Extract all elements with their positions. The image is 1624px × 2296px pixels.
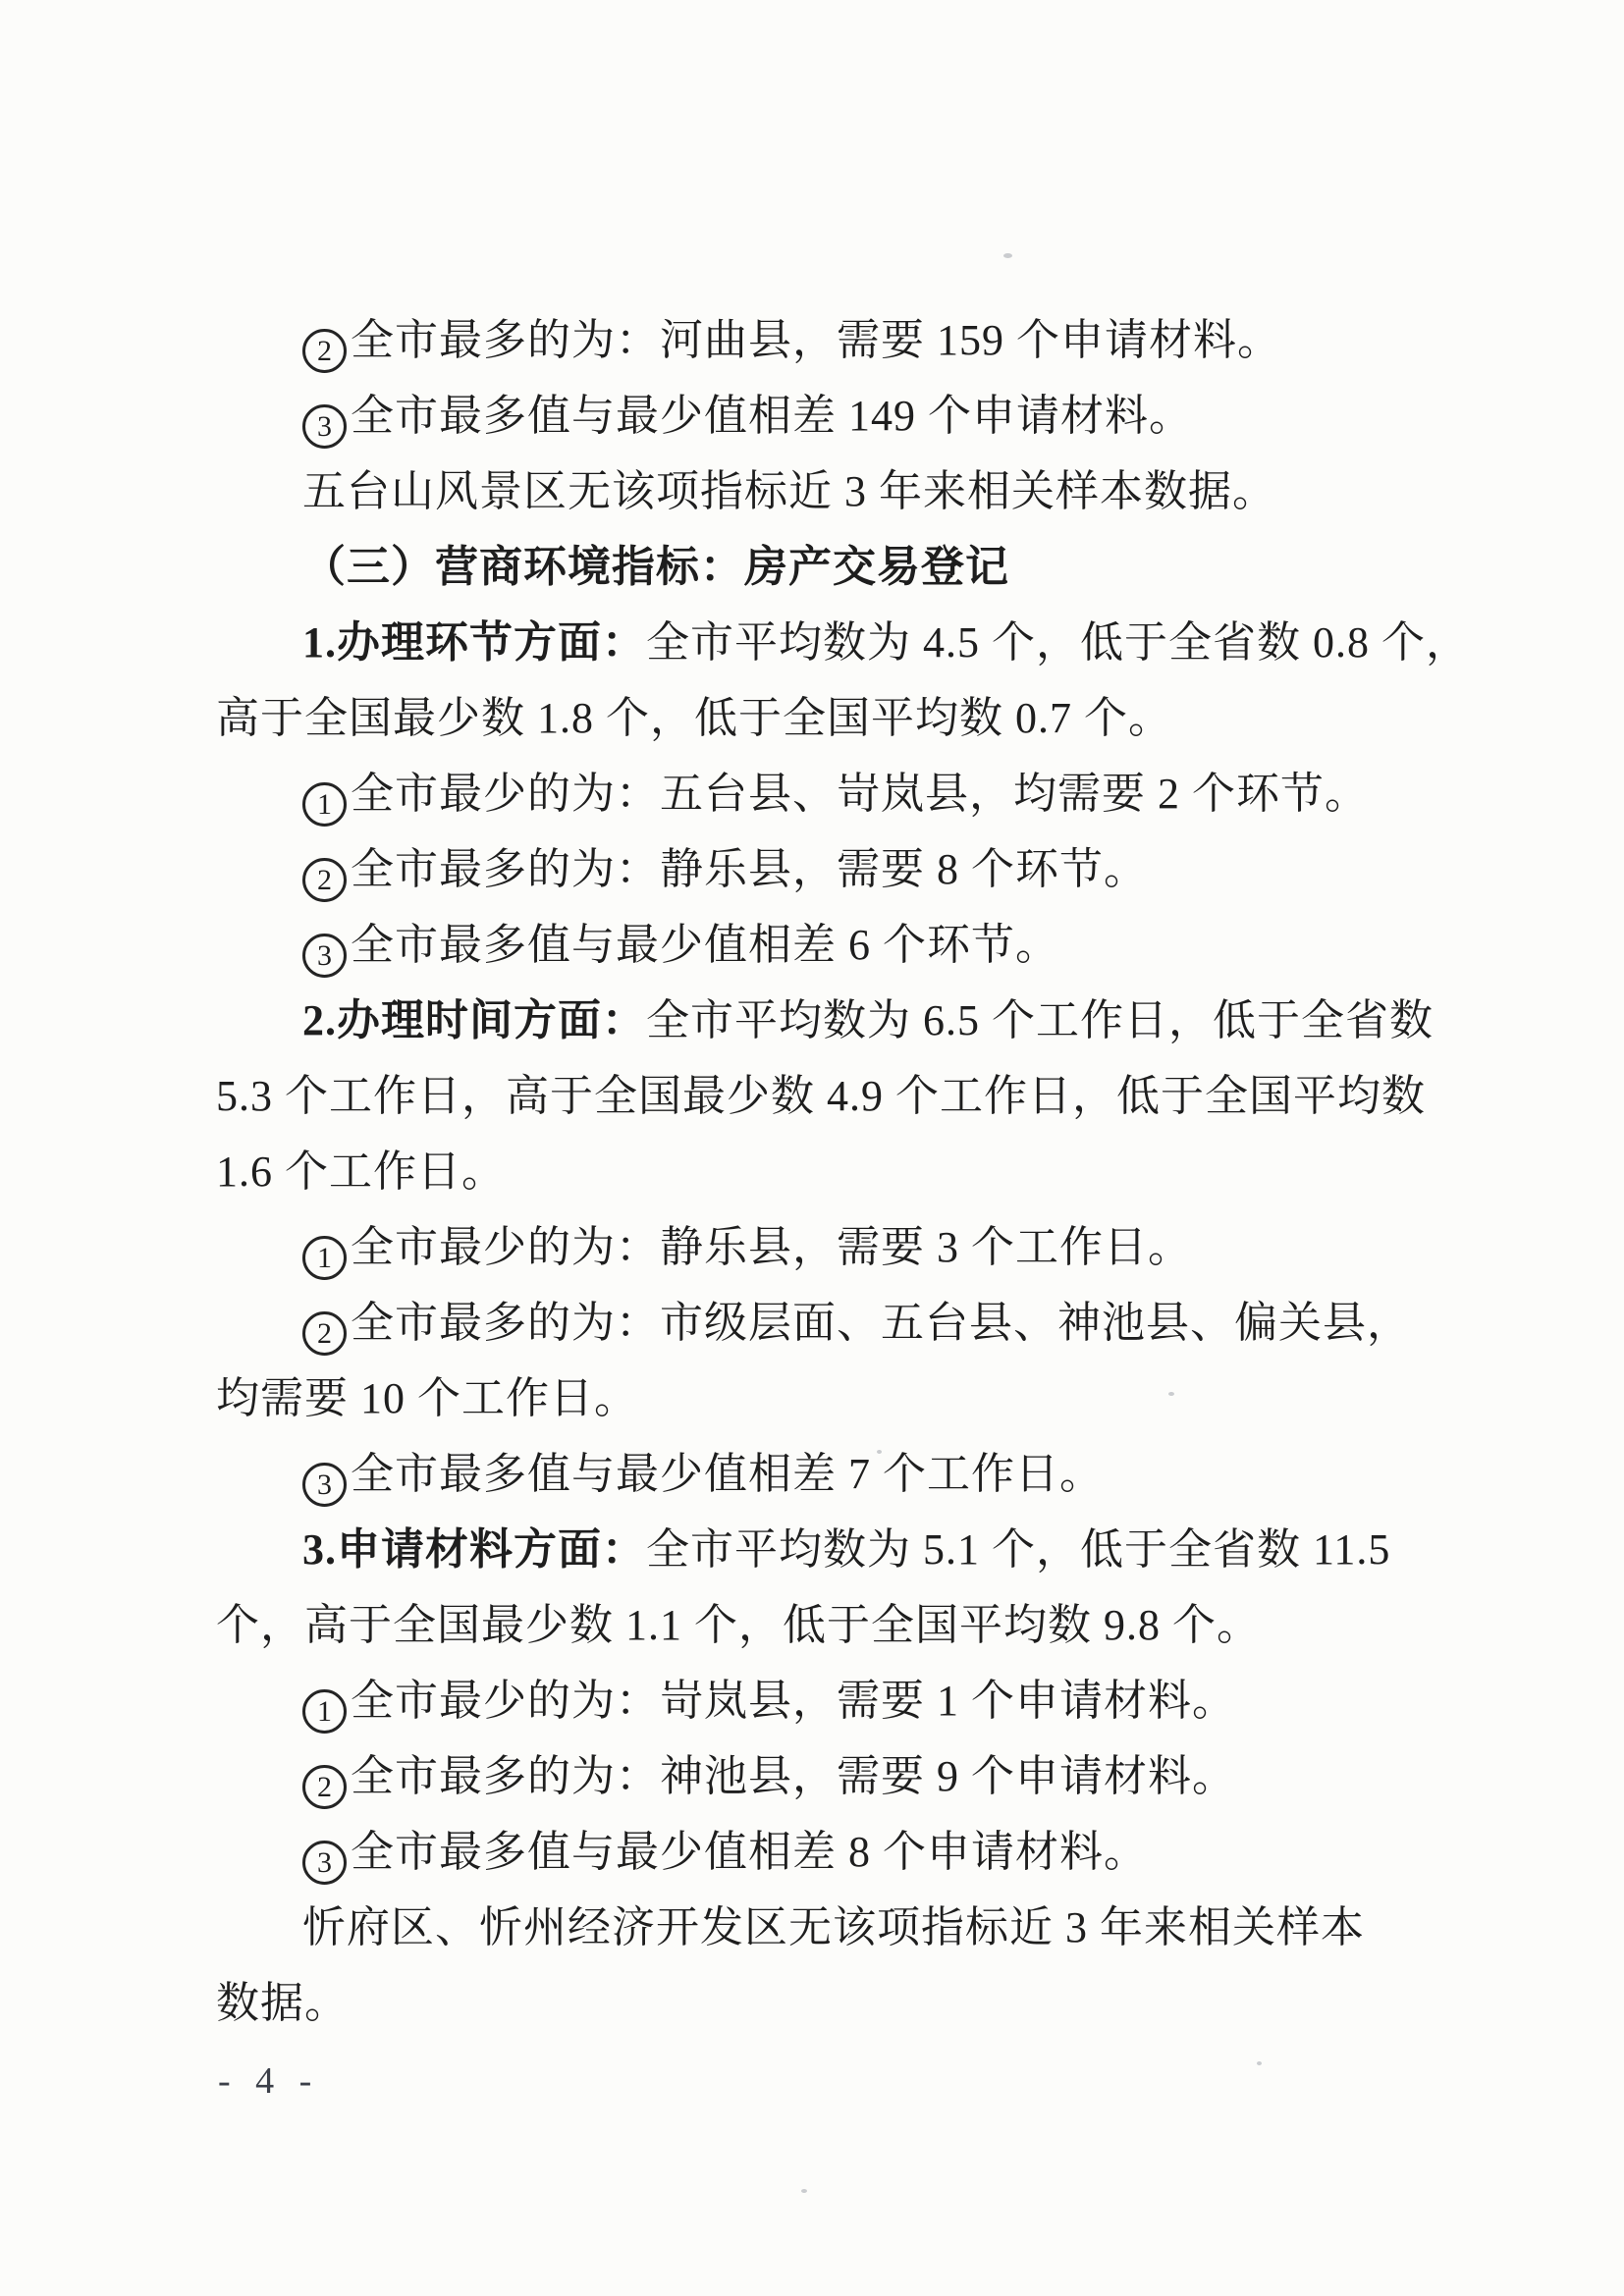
list-item-line — [216, 756, 1473, 831]
line-text: 全市平均数为 5.1 个，低于全省数 11.5 — [646, 1525, 1391, 1574]
circled-number — [302, 1841, 347, 1885]
circled-number-digit: 2 — [317, 864, 332, 896]
line-text: 全市最少的为：岢岚县，需要 1 个申请材料。 — [351, 1677, 1236, 1725]
paragraph-line — [216, 454, 1473, 529]
circled-number-digit: 1 — [317, 1242, 332, 1274]
circled-number — [302, 1765, 347, 1809]
circled-number-digit: 3 — [317, 410, 332, 443]
paragraph-line — [216, 1134, 1473, 1209]
line-text: 均需要 10 个工作日。 — [216, 1374, 638, 1422]
line-text: 数据。 — [216, 1979, 349, 2027]
heading-text: 1.办理环节方面： — [302, 618, 646, 667]
list-item-line — [216, 378, 1473, 454]
line-text: 全市平均数为 4.5 个，低于全省数 0.8 个， — [646, 618, 1470, 667]
circled-number-digit: 3 — [317, 1846, 332, 1879]
line-text: 五台山风景区无该项指标近 3 年来相关样本数据。 — [302, 467, 1276, 515]
paragraph-line — [216, 1965, 1473, 2041]
line-text: 全市最少的为：静乐县，需要 3 个工作日。 — [351, 1223, 1192, 1271]
circled-number — [302, 1463, 347, 1507]
paragraph-line — [216, 1058, 1473, 1134]
line-text: 5.3 个工作日，高于全国最少数 4.9 个工作日，低于全国平均数 — [216, 1072, 1426, 1120]
line-text: 全市最多值与最少值相差 7 个工作日。 — [351, 1450, 1104, 1498]
list-item-line — [216, 907, 1473, 983]
list-item-line — [216, 1663, 1473, 1738]
list-item-line — [216, 302, 1473, 378]
circled-number — [302, 934, 347, 978]
heading-text: （三）营商环境指标：房产交易登记 — [302, 543, 1009, 591]
scan-speck — [877, 1450, 882, 1454]
circled-number-digit: 2 — [317, 1317, 332, 1350]
line-text: 全市最多值与最少值相差 8 个申请材料。 — [351, 1828, 1148, 1876]
circled-number-digit: 1 — [317, 1695, 332, 1728]
line-text: 全市最多的为：静乐县，需要 8 个环节。 — [351, 845, 1148, 893]
list-item-line — [216, 1436, 1473, 1512]
scan-speck — [1257, 2061, 1262, 2065]
circled-number-digit: 2 — [317, 335, 332, 367]
line-text: 全市最多值与最少值相差 149 个申请材料。 — [351, 392, 1193, 440]
heading-text: 2.办理时间方面： — [302, 996, 646, 1044]
sub-heading-line — [216, 605, 1473, 680]
page-number: - 4 - — [218, 2060, 320, 2102]
line-text: 全市最少的为：五台县、岢岚县，均需要 2 个环节。 — [351, 770, 1369, 818]
line-text: 1.6 个工作日。 — [216, 1148, 506, 1196]
list-item-line — [216, 1285, 1473, 1361]
circled-number-digit: 3 — [317, 939, 332, 972]
list-item-line — [216, 831, 1473, 907]
circled-number — [302, 858, 347, 902]
scan-speck — [239, 713, 245, 717]
paragraph-line — [216, 1361, 1473, 1436]
list-item-line — [216, 1209, 1473, 1285]
paragraph-line — [216, 1587, 1473, 1663]
scan-speck — [801, 2189, 807, 2193]
line-text: 全市最多值与最少值相差 6 个环节。 — [351, 921, 1059, 969]
paragraph-line — [216, 1890, 1473, 1965]
line-text: 全市最多的为：河曲县，需要 159 个申请材料。 — [351, 316, 1281, 364]
sub-heading-line — [216, 983, 1473, 1058]
circled-number-digit: 1 — [317, 788, 332, 821]
line-text: 忻府区、忻州经济开发区无该项指标近 3 年来相关样本 — [302, 1903, 1365, 1951]
scan-speck — [1003, 253, 1012, 258]
circled-number — [302, 782, 347, 827]
line-text: 全市平均数为 6.5 个工作日，低于全省数 — [646, 996, 1434, 1044]
heading-text: 3.申请材料方面： — [302, 1525, 646, 1574]
circled-number — [302, 329, 347, 373]
sub-heading-line — [216, 1512, 1473, 1587]
document-body — [216, 302, 1473, 2041]
line-text: 高于全国最少数 1.8 个，低于全国平均数 0.7 个。 — [216, 694, 1172, 742]
line-text: 全市最多的为：市级层面、五台县、神池县、偏关县， — [351, 1299, 1411, 1347]
paragraph-line — [216, 680, 1473, 756]
circled-number — [302, 404, 347, 449]
circled-number — [302, 1689, 347, 1734]
section-heading — [216, 529, 1473, 605]
line-text: 个，高于全国最少数 1.1 个，低于全国平均数 9.8 个。 — [216, 1601, 1261, 1649]
circled-number-digit: 2 — [317, 1771, 332, 1803]
scan-speck — [1168, 1392, 1174, 1396]
circled-number — [302, 1311, 347, 1356]
list-item-line — [216, 1738, 1473, 1814]
circled-number-digit: 3 — [317, 1468, 332, 1501]
circled-number — [302, 1236, 347, 1280]
line-text: 全市最多的为：神池县，需要 9 个申请材料。 — [351, 1752, 1236, 1800]
list-item-line — [216, 1814, 1473, 1890]
